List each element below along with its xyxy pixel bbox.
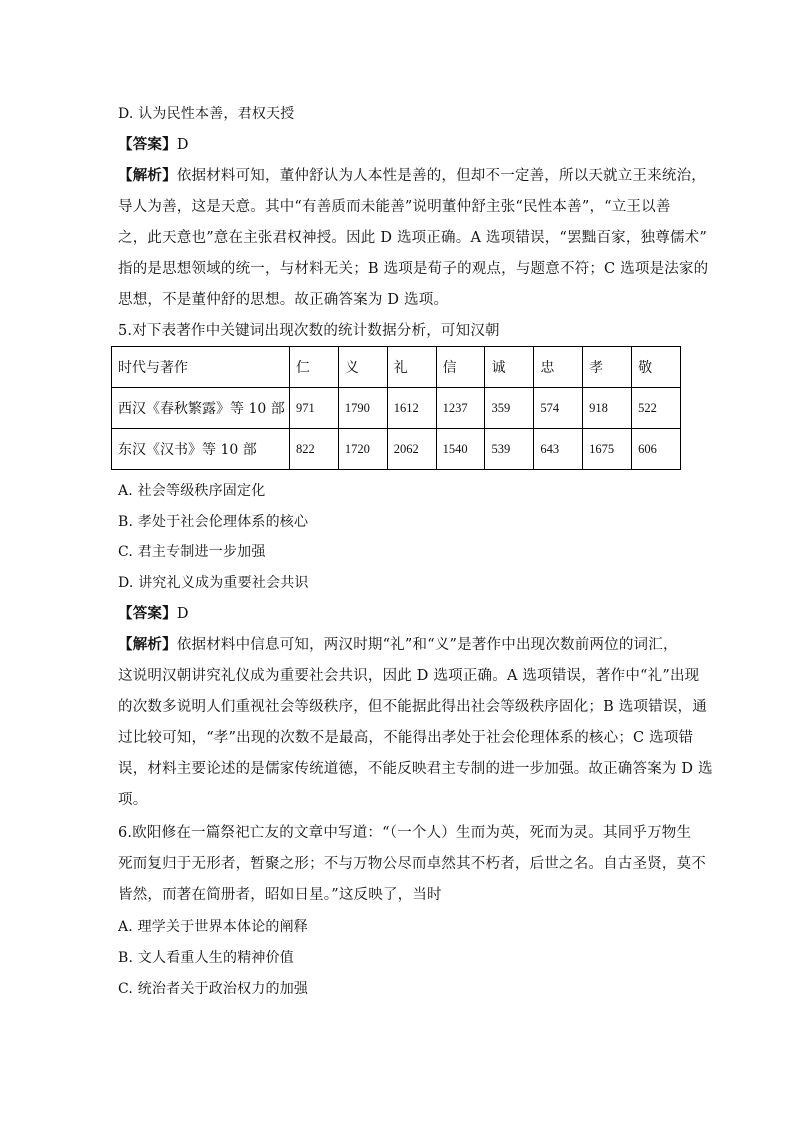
- q6-stem-line-2: 死而复归于无形者，暂聚之形；不与万物公尽而卓然其不朽者，后世之名。自古圣贤，莫不: [118, 856, 706, 872]
- table-header-cell: 仁: [289, 347, 338, 388]
- table-header-cell: 信: [436, 347, 485, 388]
- q5-analysis-line-3: 的次数多说明人们重视社会等级秩序，但不能据此得出社会等级秩序固化；B 选项错误，通: [118, 699, 707, 715]
- keyword-stats-table: [111, 346, 681, 470]
- table-cell: 1612: [387, 388, 436, 429]
- table-cell: 1237: [436, 388, 485, 429]
- q4-analysis-line-5: 思想，不是董仲舒的思想。故正确答案为 D 选项。: [118, 292, 449, 308]
- q6-option-c: C. 统治者关于政治权力的加强: [118, 981, 309, 997]
- table-cell: 822: [289, 429, 338, 470]
- table-header-cell: 忠: [534, 347, 583, 388]
- table-header-cell: 时代与著作: [112, 347, 290, 388]
- table-cell: 1675: [583, 429, 632, 470]
- table-header-cell: 敬: [632, 347, 681, 388]
- q5-analysis-text-1: 依据材料中信息可知，两汉时期“礼”和“义”是著作中出现次数前两位的词汇，: [176, 637, 678, 653]
- q5-analysis-line-5: 误，材料主要论述的是儒家传统道德，不能反映君主专制的进一步加强。故正确答案为 D 选: [118, 761, 713, 777]
- table-cell: 1720: [338, 429, 387, 470]
- q6-stem-line-3: 皆然，而著在简册者，昭如日星。”这反映了，当时: [118, 887, 442, 903]
- table-cell: 359: [485, 388, 534, 429]
- q6-option-a: A. 理学关于世界本体论的阐释: [118, 919, 309, 935]
- q4-analysis-label: 【解析】: [118, 167, 177, 184]
- table-header-cell: 礼: [387, 347, 436, 388]
- q5-option-c: C. 君主专制进一步加强: [118, 544, 266, 560]
- q4-answer-value: D: [176, 137, 189, 153]
- table-cell: 2062: [387, 429, 436, 470]
- q5-option-d: D. 讲究礼义成为重要社会共识: [118, 575, 309, 591]
- q5-stem: 5.对下表著作中关键词出现次数的统计数据分析，可知汉朝: [118, 323, 500, 339]
- q5-answer-value: D: [176, 606, 189, 622]
- q4-analysis-line-4: 指的是思想领域的统一，与材料无关；B 选项是荀子的观点，与题意不符；C 选项是法家的: [118, 261, 709, 277]
- table-cell: 574: [534, 388, 583, 429]
- q5-analysis-line-4: 过比较可知，“孝”出现的次数不是最高，不能得出孝处于社会伦理体系的核心；C 选项错: [118, 730, 694, 746]
- q6-option-b: B. 文人看重人生的精神价值: [118, 950, 294, 966]
- q4-answer-label: 【答案】: [118, 136, 177, 153]
- table-header-cell: 诚: [485, 347, 534, 388]
- table-row: [112, 429, 681, 470]
- q4-answer: [118, 135, 688, 155]
- q4-analysis-line-2: 导人为善，这是天意。其中“有善质而未能善”说明董仲舒主张“民性本善”，“立王以善: [118, 199, 671, 215]
- q5-option-a: A. 社会等级秩序固定化: [118, 483, 266, 499]
- q4-analysis-line-3: 之，此天意也”意在主张君权神授。因此 D 选项正确。A 选项错误，“罢黜百家，独尊儒术”: [118, 230, 707, 246]
- table-cell-work: 西汉《春秋繁露》等 10 部: [112, 388, 290, 429]
- table-cell: 606: [632, 429, 681, 470]
- q5-answer: [118, 604, 688, 624]
- table-cell: 522: [632, 388, 681, 429]
- table-cell: 539: [485, 429, 534, 470]
- table-row: [112, 388, 681, 429]
- q6-stem-line-1: 6.欧阳修在一篇祭祀亡友的文章中写道：“（一个人）生而为英，死而为灵。其同乎万物生: [118, 825, 692, 841]
- table-header-row: [112, 347, 681, 388]
- q5-answer-label: 【答案】: [118, 605, 177, 622]
- q4-analysis-line-1: [118, 166, 707, 186]
- q4-option-d: D. 认为民性本善，君权天授: [118, 106, 295, 122]
- table-header-cell: 义: [338, 347, 387, 388]
- table-cell-work: 东汉《汉书》等 10 部: [112, 429, 290, 470]
- table-cell: 1540: [436, 429, 485, 470]
- q5-analysis-line-1: [118, 635, 688, 655]
- table-header-cell: 孝: [583, 347, 632, 388]
- table-cell: 643: [534, 429, 583, 470]
- q4-analysis-text-1: 依据材料可知，董仲舒认为人本性是善的，但却不一定善，所以天就立王来统治，: [176, 168, 707, 184]
- table-cell: 971: [289, 388, 338, 429]
- q5-analysis-line-6: 项。: [118, 792, 148, 808]
- q5-analysis-label: 【解析】: [118, 636, 177, 653]
- table-cell: 1790: [338, 388, 387, 429]
- q5-option-b: B. 孝处于社会伦理体系的核心: [118, 514, 309, 530]
- q5-analysis-line-2: 这说明汉朝讲究礼仪成为重要社会共识，因此 D 选项正确。A 选项错误，著作中“礼”出现: [118, 668, 700, 684]
- table-cell: 918: [583, 388, 632, 429]
